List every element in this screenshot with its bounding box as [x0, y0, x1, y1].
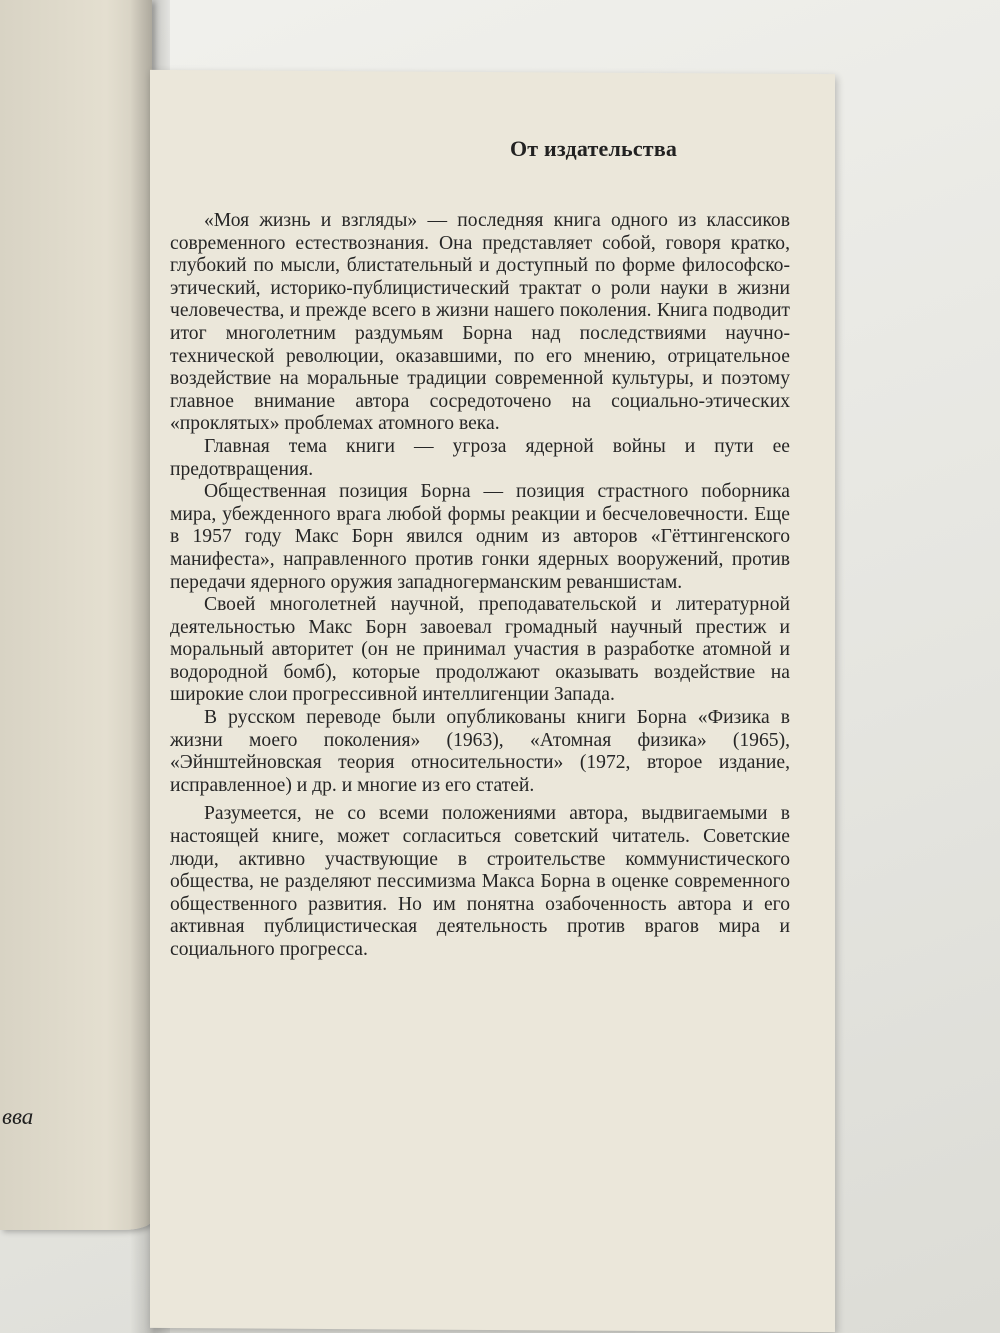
paragraph-4: Своей многолетней научной, преподавательской и литературной деятельностью Макс Борн завоевал громадный научный престиж и моральный авторитет (он не принимал участия в разработке атомной и водородной бомб), которые продолжают оказывать воздействие на широкие слои прогрессивной интеллигенции Запада. [170, 594, 790, 706]
page-body [170, 210, 790, 962]
page-title: От издательства [510, 136, 678, 161]
paragraph-2: Главная тема книги — угроза ядерной войны и пути ее предотвращения. [170, 435, 790, 480]
paragraph-1: «Моя жизнь и взгляды» — последняя книга одного из классиков современного естествознания. Она представляет собой, говоря кратко, глубокий по мысли, блистательный и доступный по форме философско-этический, историко-публицистический трактат о роли науки в жизни человечества, и прежде всего в жизни нашего поколения. Книга подводит итог многолетним раздумьям Борна над последствиями научно-технической революции, оказавшими, по его мнению, отрицательное воздействие на моральные традиции современной культуры, и поэтому главное внимание автора сосредоточено на социально-этических «проклятых» проблемах атомного века. [170, 210, 790, 435]
paragraph-5: В русском переводе были опубликованы книги Борна «Физика в жизни моего поколения» (1963), «Атомная физика» (1965), «Эйнштейновская теория относительности» (1972, второе издание, исправленное) и др. и многие из его статей. [170, 707, 790, 796]
paragraph-3: Общественная позиция Борна — позиция страстного поборника мира, убежденного врага любой формы реакции и бесчеловечности. Еще в 1957 году Макс Борн явился одним из авторов «Гёттингенского манифеста», направленного против гонки ядерных вооружений, против передачи ядерного оружия западногерманским реваншистам. [170, 481, 790, 593]
paragraph-6: Разумеется, не со всеми положениями автора, выдвигаемыми в настоящей книге, может согласиться советский читатель. Советские люди, активно участвующие в строительстве коммунистического общества, не разделяют пессимизма Макса Борна в оценке современного общественного развития. Но им понятна озабоченность автора и его активная публицистическая деятельность против врагов мира и социального прогресса. [170, 803, 790, 960]
left-page-text-fragment: вва [2, 1104, 34, 1129]
